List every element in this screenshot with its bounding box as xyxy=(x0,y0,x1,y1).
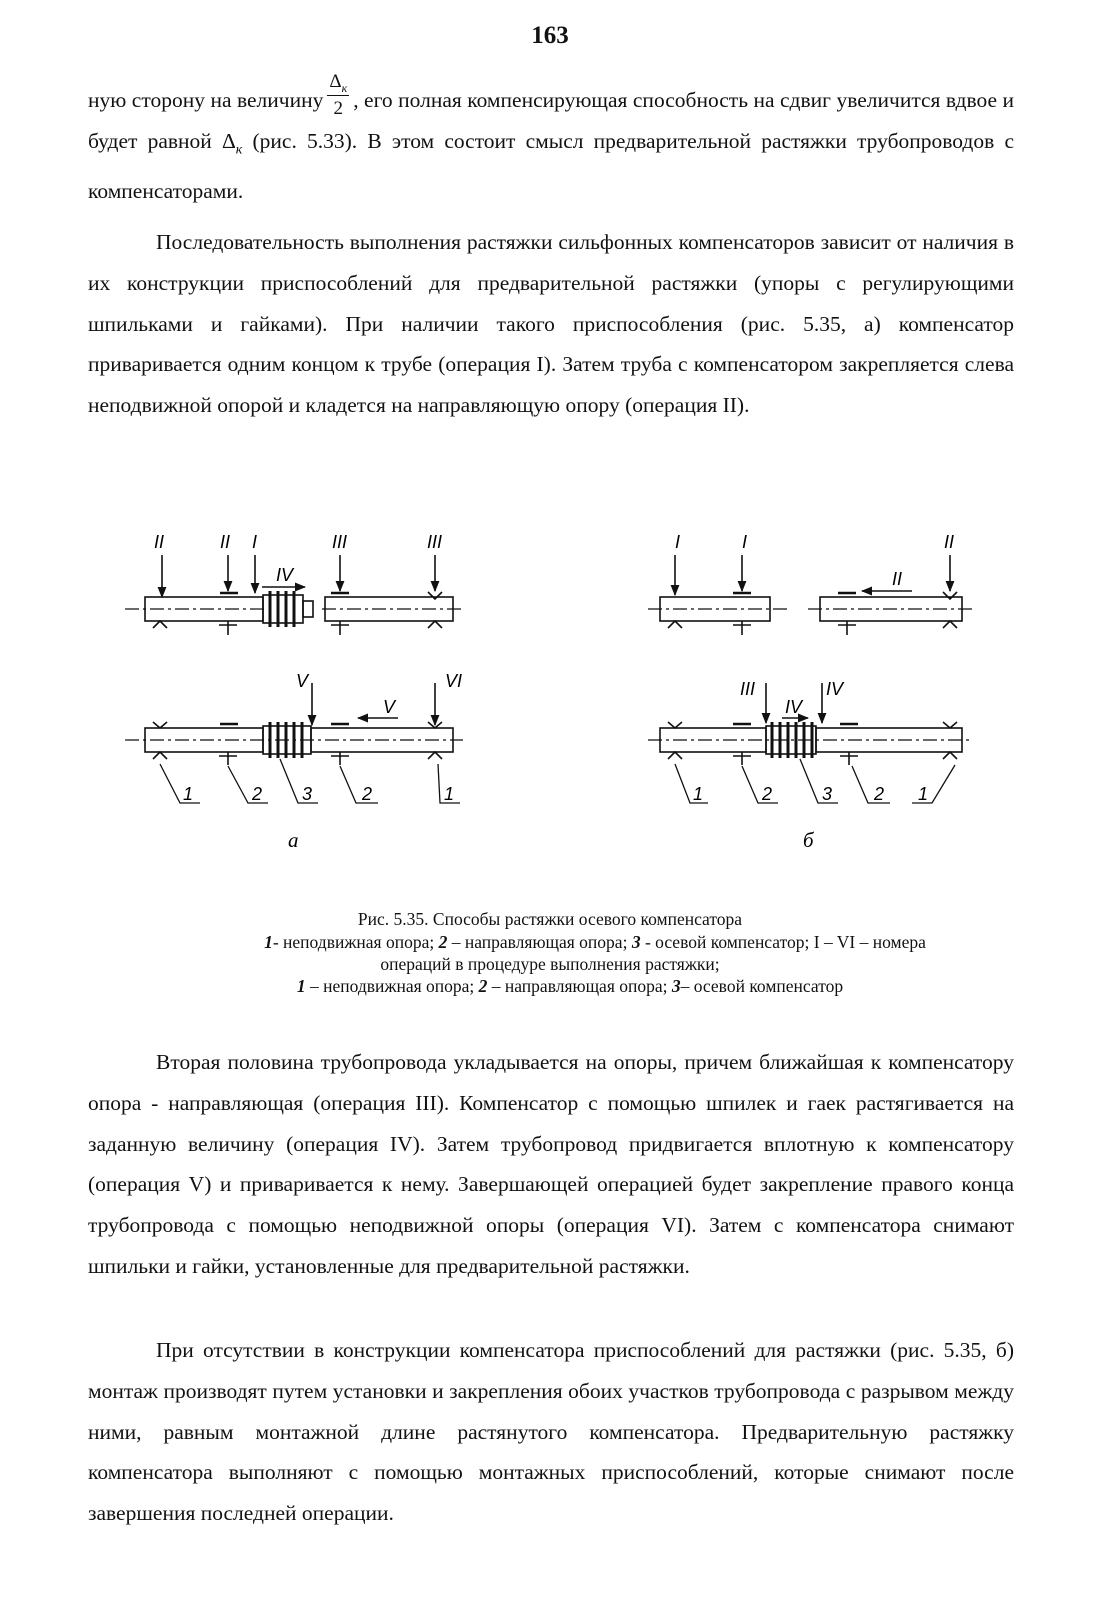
b-part-3: 3 xyxy=(822,784,833,804)
para1-text-c: (рис. 5.33). В этом состоит смысл предварительной растяжки трубопроводов с компенсаторами. xyxy=(88,128,1014,203)
fraction-denominator: 2 xyxy=(333,98,344,120)
paragraph-4: При отсутствии в конструкции компенсатора приспособлений для растяжки (рис. 5.35, б) монтаж производят путем установки и закрепления обоих участков трубопровода с разрывом между ними, равным монтажной длине растянутого компенсатора. Предварительную растяжку компенсатора выполняют с помощью монтажных приспособлений, которые снимают после завершения последней операции. xyxy=(88,1338,1014,1526)
figure-5-35 xyxy=(0,515,1100,855)
diagram-b-bottom-pipe xyxy=(648,722,972,765)
a-part-4: 2 xyxy=(362,784,373,804)
a-top-op-3: I xyxy=(252,532,258,552)
a-top-op-1: II xyxy=(154,532,165,552)
delta-subscript: к xyxy=(235,142,243,158)
a-top-op-5: III xyxy=(427,532,443,552)
caption-line-2: операций в процедуре выполнения растяжки; xyxy=(380,954,720,974)
a-part-1: 1 xyxy=(183,784,194,804)
a-bottom-move: V xyxy=(383,697,396,717)
page-number: 163 xyxy=(531,22,569,49)
a-part-2: 2 xyxy=(252,784,263,804)
diagram-b xyxy=(648,555,972,803)
a-part-5: 1 xyxy=(444,784,455,804)
b-top-op-3: II xyxy=(944,532,955,552)
diagram-a xyxy=(125,555,463,803)
b-part-1: 1 xyxy=(693,784,704,804)
fraction-delta-k-over-2 xyxy=(327,72,349,119)
diagram-b-top-pipe-right xyxy=(808,592,972,635)
caption-line-1: 1- неподвижная опора; 2 – направляющая опора; 3 - осевой компенсатор; I – VI – номера xyxy=(264,932,926,952)
diagram-a-top-pipe-right xyxy=(322,592,463,635)
a-part-3: 3 xyxy=(302,784,313,804)
figure-label-b: б xyxy=(803,828,814,852)
a-top-op-4: III xyxy=(332,532,348,552)
a-bottom-op-1: V xyxy=(296,671,309,691)
figure-caption-legend xyxy=(0,931,1100,997)
fraction-numerator: $\Delta_к$ xyxy=(329,70,348,95)
b-bottom-op-1: III xyxy=(740,679,756,699)
diagram-a-labels xyxy=(154,532,462,852)
diagram-a-top-compensator xyxy=(263,591,313,627)
caption-line-3: 1 – неподвижная опора; 2 – направляющая опора; 3– осевой компенсатор xyxy=(296,976,844,996)
a-top-move: IV xyxy=(276,565,294,585)
diagram-a-bottom-op-arrows xyxy=(312,683,435,725)
diagram-b-leaders xyxy=(675,759,955,803)
para1-text-b: , его полная компенсирующая способность на сдвиг увеличится вдвое и будет равной Δ xyxy=(88,88,1014,153)
diagram-a-top-op-arrows xyxy=(162,555,435,597)
b-part-4: 2 xyxy=(874,784,885,804)
diagram-b-top-pipe-left xyxy=(648,593,788,635)
diagram-b-labels xyxy=(675,532,954,852)
b-part-5: 1 xyxy=(918,784,929,804)
figure-caption-title: Рис. 5.35. Способы растяжки осевого компенсатора xyxy=(357,909,743,929)
diagram-a-top-pipe-left xyxy=(125,593,265,635)
figure-label-a: а xyxy=(288,828,299,852)
a-top-op-2: II xyxy=(220,532,231,552)
para1-text-a: ную сторону на величину xyxy=(88,88,324,112)
b-part-2: 2 xyxy=(762,784,773,804)
paragraph-2: Последовательность выполнения растяжки сильфонных компенсаторов зависит от наличия в их конструкции приспособлений для предварительной растяжки (упоры с регулирующими шпильками и гайками). При наличии такого приспособления (рис. 5.35, а) компенсатор приваривается одним концом к трубе (операция I). Затем труба с компенсатором закрепляется слева неподвижной опорой и кладется на направляющую опору (операция II). xyxy=(88,230,1014,418)
paragraph-1 xyxy=(88,70,1014,212)
b-top-op-1: I xyxy=(675,532,681,552)
paragraph-3: Вторая половина трубопровода укладывается на опоры, причем ближайшая к компенсатору опора - направляющая (операция III). Компенсатор с помощью шпилек и гаек растягивается на заданную величину (операция IV). Затем трубопровод придвигается вплотную к компенсатору (операция V) и приваривается к нему. Завершающей операцией будет закрепление правого конца трубопровода с помощью неподвижной опоры (операция VI). Затем с компенсатора снимают шпильки и гайки, установленные для предварительной растяжки. xyxy=(88,1050,1014,1278)
diagram-b-top-op-arrows xyxy=(675,555,950,595)
b-bottom-op-2: IV xyxy=(826,679,844,699)
diagram-a-bottom-pipe xyxy=(125,722,463,765)
b-top-move: II xyxy=(892,569,903,589)
b-bottom-move: IV xyxy=(785,697,803,717)
b-top-op-2: I xyxy=(742,532,748,552)
a-bottom-op-2: VI xyxy=(445,671,463,691)
